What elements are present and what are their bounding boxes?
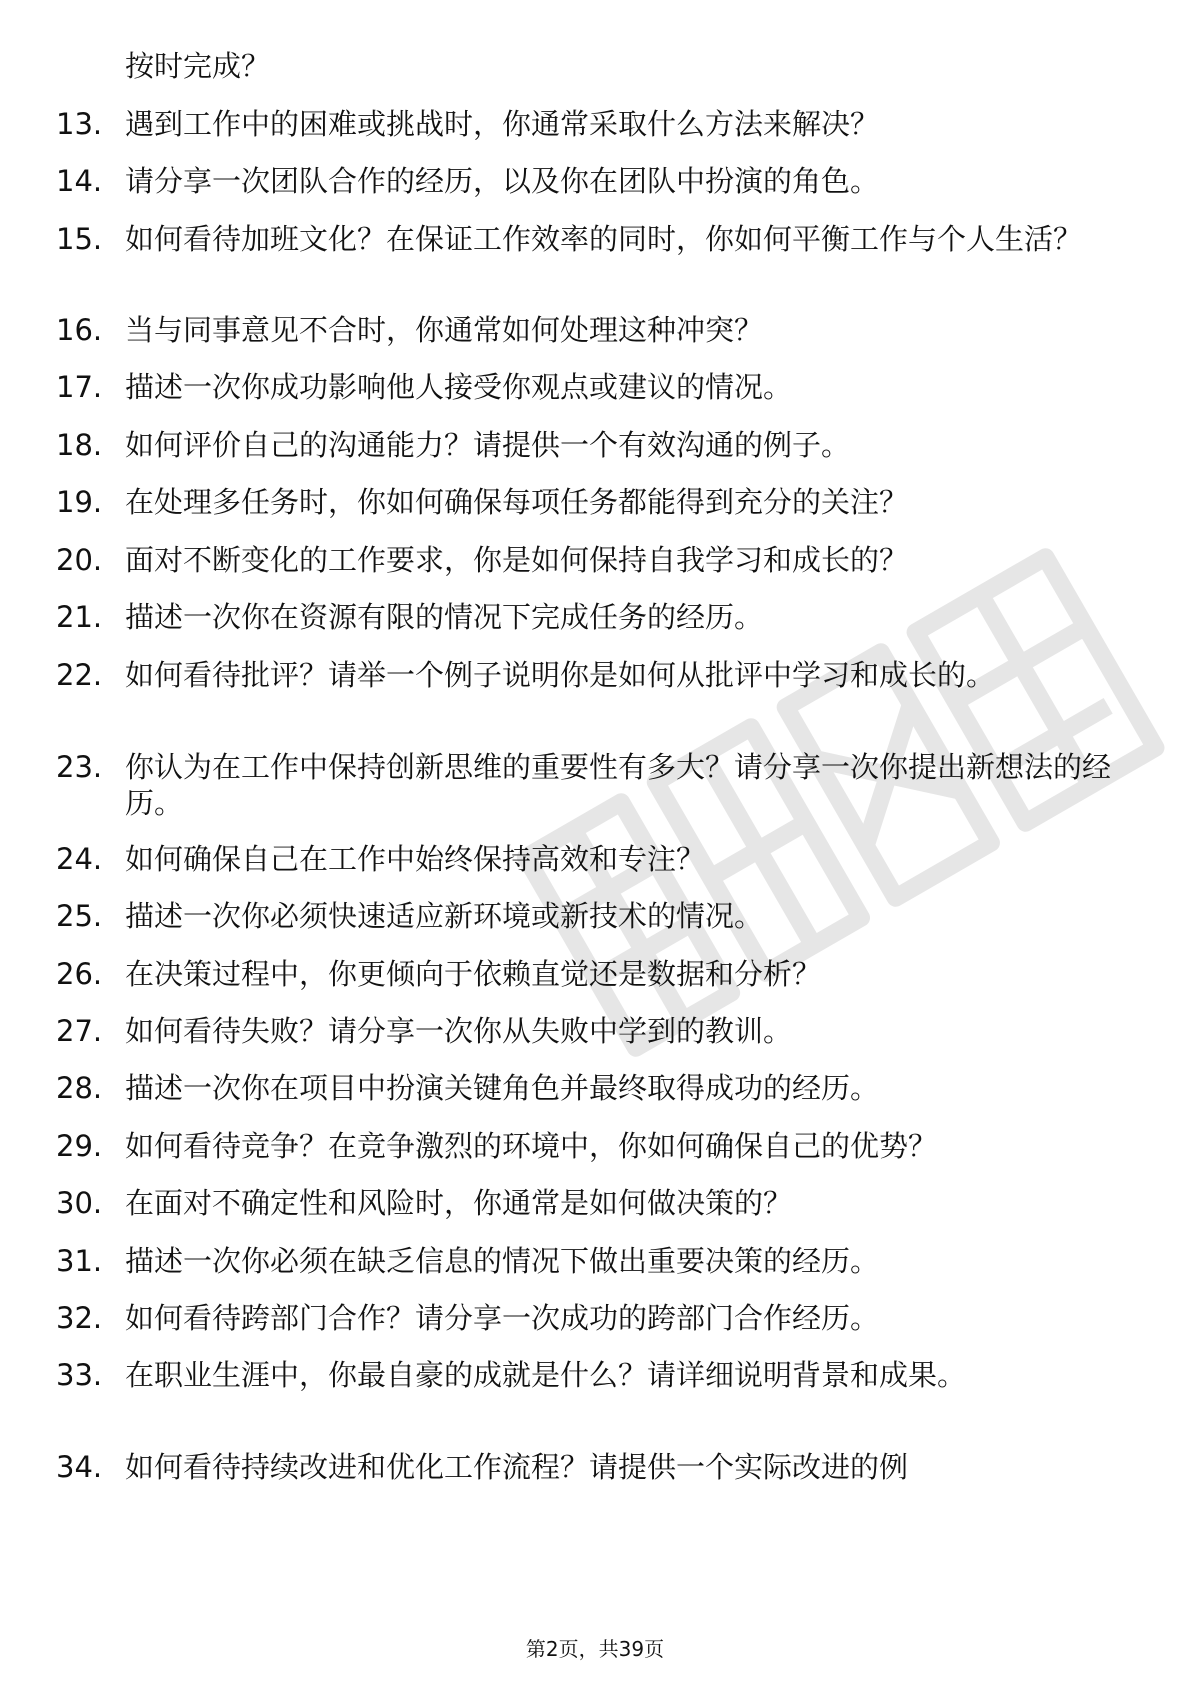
item-number: 29. <box>56 1129 103 1163</box>
item-text: 当与同事意见不合时，你通常如何处理这种冲突？ <box>125 313 764 347</box>
item-text: 在职业生涯中，你最自豪的成就是什么？请详细说明背景和成果。 <box>125 1358 967 1392</box>
item-text: 如何看待跨部门合作？请分享一次成功的跨部门合作经历。 <box>125 1301 880 1335</box>
item-text: 描述一次你成功影响他人接受你观点或建议的情况。 <box>125 370 793 404</box>
list-item <box>56 542 1136 578</box>
item-text: 如何看待持续改进和优化工作流程？请提供一个实际改进的例 <box>125 1450 909 1484</box>
item-number: 24. <box>56 842 103 876</box>
item-text: 如何确保自己在工作中始终保持高效和专注？ <box>125 842 706 876</box>
item-number: 25. <box>56 899 103 933</box>
list-item <box>56 106 1136 142</box>
list-item <box>56 1357 1136 1393</box>
list-item <box>56 898 1136 934</box>
item-text: 在面对不确定性和风险时，你通常是如何做决策的？ <box>125 1186 793 1220</box>
item-number: 30. <box>56 1186 103 1220</box>
list-item <box>56 312 1136 348</box>
item-number: 31. <box>56 1244 103 1278</box>
item-text: 如何看待竞争？在竞争激烈的环境中，你如何确保自己的优势？ <box>125 1129 938 1163</box>
list-item <box>56 221 1136 257</box>
item-number: 34. <box>56 1450 103 1484</box>
list-item <box>56 1128 1136 1164</box>
item-number: 15. <box>56 222 103 256</box>
list-item <box>56 956 1136 992</box>
item-number: 14. <box>56 164 103 198</box>
item-number: 27. <box>56 1014 103 1048</box>
list-item <box>56 1185 1136 1221</box>
item-number: 16. <box>56 313 103 347</box>
item-text: 遇到工作中的困难或挑战时，你通常采取什么方法来解决？ <box>125 107 880 141</box>
list-item <box>56 1070 1136 1106</box>
list-item <box>56 369 1136 405</box>
item-text: 在处理多任务时，你如何确保每项任务都能得到充分的关注？ <box>125 485 909 519</box>
item-number: 20. <box>56 543 103 577</box>
item-number: 26. <box>56 957 103 991</box>
item-text: 如何看待批评？请举一个例子说明你是如何从批评中学习和成长的。 <box>125 658 996 692</box>
item-number: 19. <box>56 485 103 519</box>
item-text: 如何看待加班文化？在保证工作效率的同时，你如何平衡工作与个人生活？ <box>125 222 1083 256</box>
list-item <box>56 484 1136 520</box>
item-text: 请分享一次团队合作的经历，以及你在团队中扮演的角色。 <box>125 164 880 198</box>
list-item <box>56 1449 1136 1485</box>
item-number: 28. <box>56 1071 103 1105</box>
list-item <box>56 841 1136 877</box>
list-item <box>56 599 1136 635</box>
page-footer: 第2页，共39页 <box>525 1637 665 1661</box>
list-item <box>56 1243 1136 1279</box>
item-number: 21. <box>56 600 103 634</box>
item-text: 你认为在工作中保持创新思维的重要性有多大？请分享一次你提出新想法的经历。 <box>125 750 1112 820</box>
item-text: 面对不断变化的工作要求，你是如何保持自我学习和成长的？ <box>125 543 909 577</box>
item-text: 如何看待失败？请分享一次你从失败中学到的教训。 <box>125 1014 793 1048</box>
item-number: 22. <box>56 658 103 692</box>
continuation-text: 按时完成？ <box>125 49 271 83</box>
item-text: 在决策过程中，你更倾向于依赖直觉还是数据和分析？ <box>125 957 822 991</box>
item-number: 32. <box>56 1301 103 1335</box>
item-number: 33. <box>56 1358 103 1392</box>
list-item <box>56 427 1136 463</box>
item-number: 13. <box>56 107 103 141</box>
list-item <box>56 1013 1136 1049</box>
item-number: 18. <box>56 428 103 462</box>
item-text: 如何评价自己的沟通能力？请提供一个有效沟通的例子。 <box>125 428 851 462</box>
item-text: 描述一次你必须快速适应新环境或新技术的情况。 <box>125 899 764 933</box>
item-text: 描述一次你必须在缺乏信息的情况下做出重要决策的经历。 <box>125 1244 880 1278</box>
list-item <box>56 657 1136 693</box>
item-text: 描述一次你在项目中扮演关键角色并最终取得成功的经历。 <box>125 1071 880 1105</box>
list-item <box>56 749 1136 821</box>
list-item <box>56 163 1136 199</box>
item-text: 描述一次你在资源有限的情况下完成任务的经历。 <box>125 600 764 634</box>
list-item <box>56 1300 1136 1336</box>
item-number: 17. <box>56 370 103 404</box>
item-number: 23. <box>56 750 103 784</box>
